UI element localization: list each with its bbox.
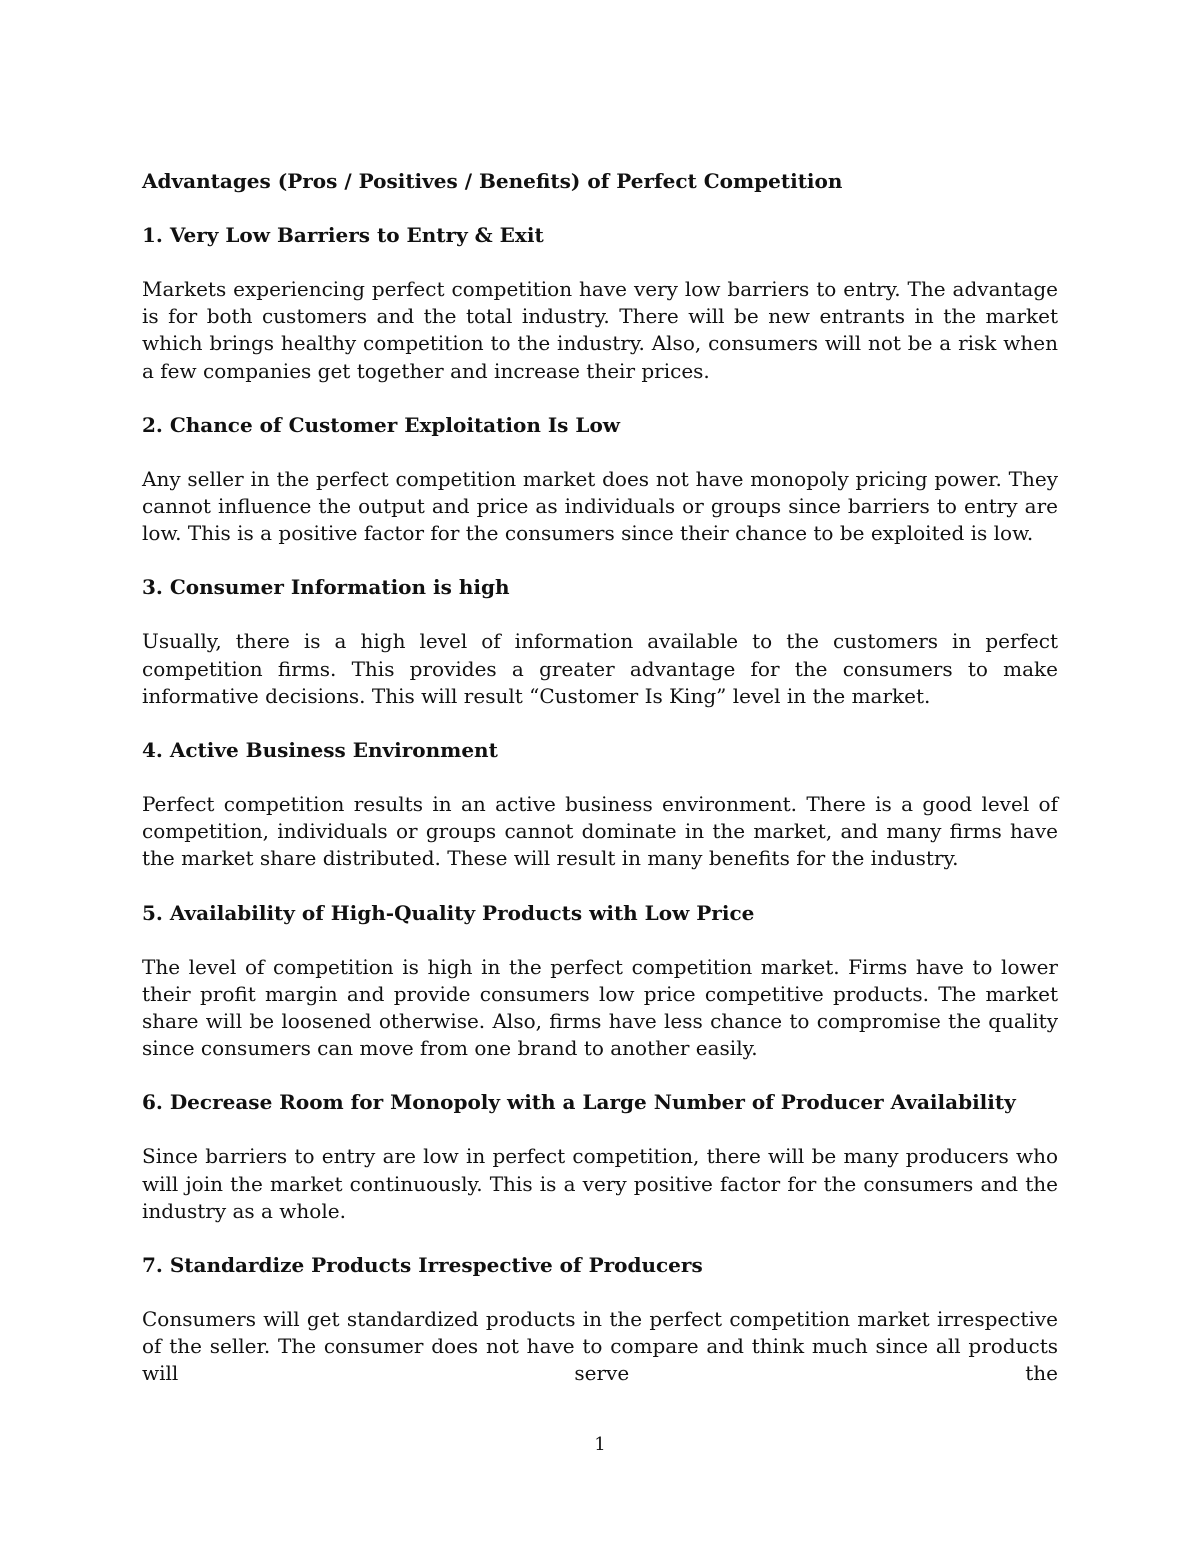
section-6: [142, 1089, 1058, 1225]
section-heading: 4. Active Business Environment: [142, 738, 498, 763]
section-5: [142, 900, 1058, 1063]
section-heading: 1. Very Low Barriers to Entry & Exit: [142, 223, 544, 247]
section-3: [142, 574, 1058, 710]
section-heading: 2. Chance of Customer Exploitation Is Low: [142, 412, 621, 437]
section-heading: 5. Availability of High-Quality Products with Low Price: [142, 900, 755, 925]
section-heading: 7. Standardize Products Irrespective of Producers: [142, 1253, 703, 1278]
page-number: 1: [594, 1434, 606, 1455]
document-title: Advantages (Pros / Positives / Benefits) of Perfect Competition: [142, 169, 843, 193]
section-paragraph: Markets experiencing perfect competition have very low barriers to entry. The advantage is for both customers and the total industry. There will be new entrants in the market which brings healthy competition to the industry. Also, consumers will not be a risk when a few companies get together and increase their prices.: [142, 277, 1058, 383]
section-paragraph: Since barriers to entry are low in perfect competition, there will be many producers who will join the market continuously. This is a very positive factor for the consumers and the industry as a whole.: [142, 1144, 1058, 1223]
section-paragraph: Consumers will get standardized products in the perfect competition market irrespective of the seller. The consumer does not have to compare and think much since all products will serve the: [142, 1307, 1058, 1386]
section-4: [142, 737, 1058, 873]
section-paragraph: Usually, there is a high level of information available to the customers in perfect competition firms. This provides a greater advantage for the consumers to make informative decisions. This will result “Customer Is King” level in the market.: [142, 629, 1058, 708]
section-1: [142, 222, 1058, 385]
section-heading: 6. Decrease Room for Monopoly with a Large Number of Producer Availability: [142, 1090, 1016, 1115]
section-paragraph: The level of competition is high in the perfect competition market. Firms have to lower their profit margin and provide consumers low price competitive products. The market share will be loosened otherwise. Also, firms have less chance to compromise the quality since consumers can move from one brand to another easily.: [142, 954, 1058, 1061]
section-2: [142, 412, 1058, 548]
section-heading: 3. Consumer Information is high: [142, 575, 510, 600]
section-paragraph: Any seller in the perfect competition market does not have monopoly pricing power. They cannot influence the output and price as individuals or groups since barriers to entry are low. This is a positive factor for the consumers since their chance to be exploited is low.: [142, 466, 1058, 546]
section-paragraph: Perfect competition results in an active business environment. There is a good level of competition, individuals or groups cannot dominate in the market, and many firms have the market share distributed. These will result in many benefits for the industry.: [142, 792, 1058, 871]
document-content: [142, 168, 1058, 1388]
section-7: [142, 1252, 1058, 1388]
